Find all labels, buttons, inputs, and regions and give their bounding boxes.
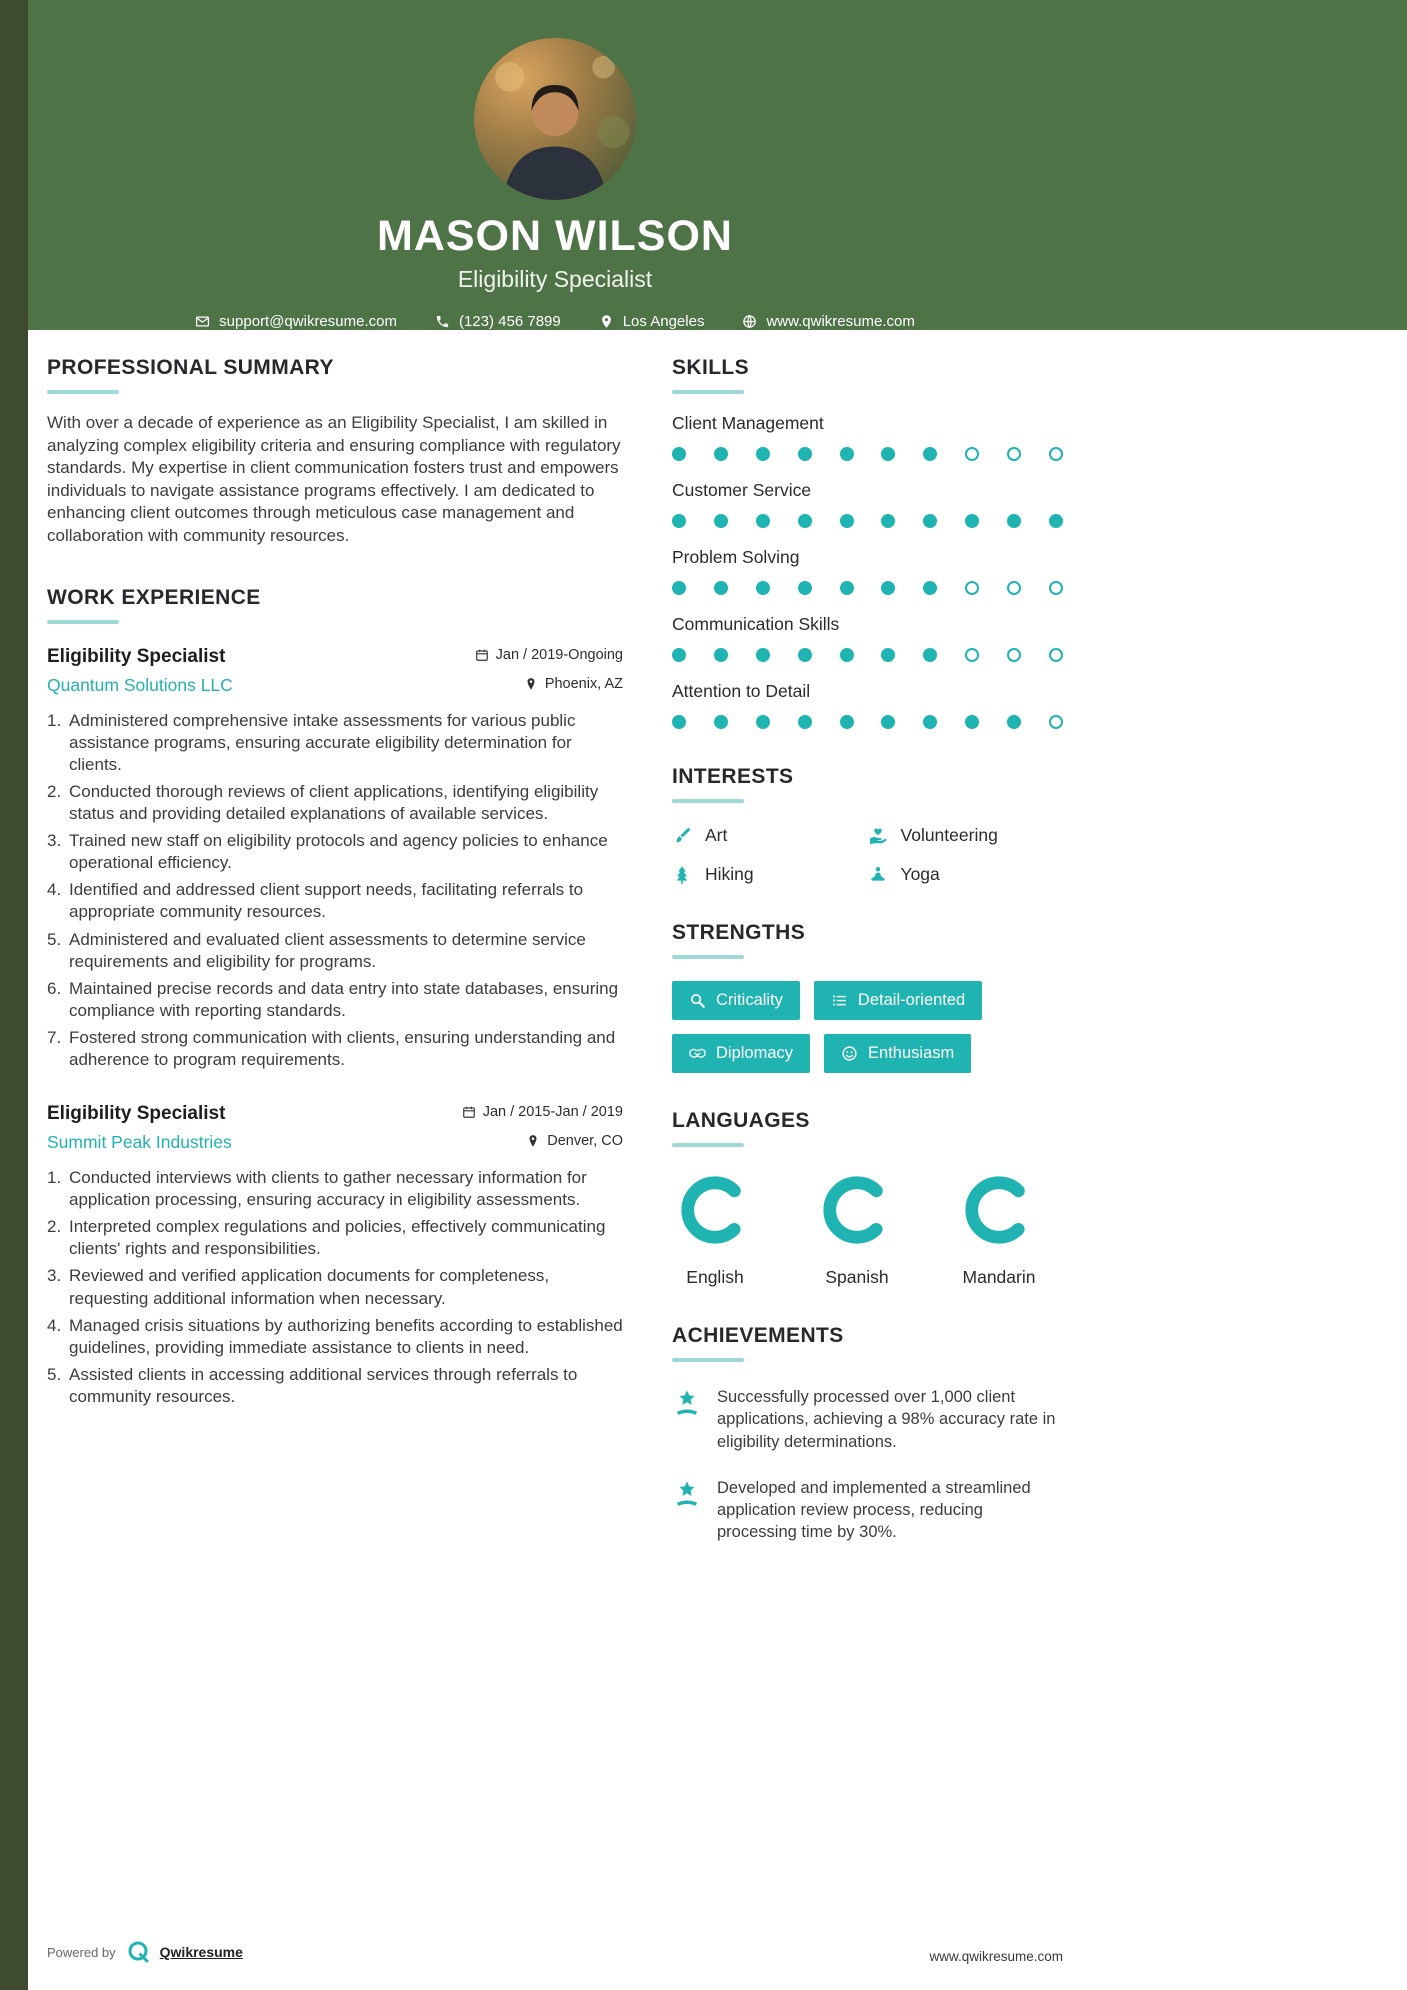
skill-dot-filled (672, 715, 686, 729)
interest-item: Yoga (868, 864, 1064, 885)
list-icon (831, 992, 848, 1009)
skill-dot-filled (798, 715, 812, 729)
skill-rating (672, 715, 1063, 729)
skill-rating (672, 447, 1063, 461)
profile-photo (474, 38, 636, 200)
skill-dot-filled (923, 514, 937, 528)
job-bullet-list (47, 1167, 623, 1408)
skill-dot-empty (1007, 447, 1021, 461)
skill-dot-filled (840, 514, 854, 528)
skill-dot-filled (798, 648, 812, 662)
skill-item: Client Management (672, 413, 1063, 461)
skill-dot-filled (840, 715, 854, 729)
contact-website-text: www.qwikresume.com (766, 313, 915, 330)
achievements-heading: ACHIEVEMENTS (672, 1324, 844, 1347)
skill-dot-filled (881, 715, 895, 729)
skill-dot-filled (798, 447, 812, 461)
handshake-icon (689, 1045, 706, 1062)
email-icon (195, 314, 210, 329)
footer-site-link[interactable]: www.qwikresume.com (929, 1949, 1063, 1964)
strength-badge: Diplomacy (672, 1034, 810, 1073)
skill-item: Problem Solving (672, 547, 1063, 595)
skill-dot-filled (714, 648, 728, 662)
language-item: Spanish (814, 1173, 900, 1288)
skill-dot-filled (672, 514, 686, 528)
skill-dot-filled (1049, 514, 1063, 528)
job-location: Phoenix, AZ (524, 676, 623, 692)
skill-dot-empty (1007, 581, 1021, 595)
skills-heading: SKILLS (672, 356, 750, 379)
job-entry (47, 646, 623, 1071)
job-bullet: Managed crisis situations by authorizing benefits according to established guidelines, providing immediate assistance to clients in need. (69, 1315, 623, 1357)
section-achievements (672, 1324, 1063, 1544)
section-heading-languages (672, 1109, 1063, 1147)
skill-dot-filled (756, 581, 770, 595)
skill-dot-filled (798, 514, 812, 528)
contact-website[interactable] (742, 313, 914, 330)
heading-underline (672, 1358, 744, 1362)
skill-dot-filled (965, 514, 979, 528)
achievement-icon (672, 1388, 702, 1418)
skill-dot-filled (923, 648, 937, 662)
job-bullet: Maintained precise records and data entry into state databases, ensuring compliance with reporting standards. (69, 978, 619, 1020)
language-item: Mandarin (956, 1173, 1042, 1288)
interests-heading: INTERESTS (672, 765, 794, 788)
section-heading-strengths (672, 921, 1063, 959)
strengths-heading: STRENGTHS (672, 921, 806, 944)
skill-dot-filled (672, 447, 686, 461)
skill-dot-empty (965, 648, 979, 662)
achievement-item: Successfully processed over 1,000 client applications, achieving a 98% accuracy rate in eligibility determinations. (672, 1386, 1063, 1453)
skill-dot-filled (714, 581, 728, 595)
job-bullet: Interpreted complex regulations and policies, effectively communicating clients' rights and responsibilities. (69, 1217, 606, 1259)
skill-dot-filled (714, 447, 728, 461)
job-bullet: Reviewed and verified application documents for completeness, requesting additional information when necessary. (69, 1266, 550, 1308)
skill-dot-filled (756, 648, 770, 662)
section-heading-achievements (672, 1324, 1063, 1362)
skill-dot-empty (1049, 715, 1063, 729)
contact-location (599, 313, 705, 330)
job-title: Eligibility Specialist (47, 645, 226, 667)
left-edge-stripe (0, 0, 28, 1990)
job-bullet: Identified and addressed client support needs, facilitating referrals to appropriate community resources. (69, 880, 584, 922)
job-bullet: Administered and evaluated client assessments to determine service requirements and eligibility for programs. (69, 929, 586, 971)
section-skills (672, 356, 1063, 729)
job-bullet: Administered comprehensive intake assessments for various public assistance programs, ensuring accurate eligibility determination for clients. (69, 710, 576, 774)
job-bullet: Assisted clients in accessing additional services through referrals to community resources. (69, 1364, 578, 1406)
skill-dot-empty (1049, 447, 1063, 461)
interest-item: Art (672, 825, 868, 846)
footer-branding (47, 1940, 243, 1964)
section-professional-summary (47, 356, 623, 548)
skill-dot-empty (1007, 648, 1021, 662)
skill-dot-filled (714, 715, 728, 729)
left-column (47, 356, 623, 1413)
language-donut (820, 1173, 894, 1247)
heading-underline (672, 955, 744, 959)
skill-dot-filled (756, 514, 770, 528)
language-item: English (672, 1173, 758, 1288)
pin-icon (526, 1134, 540, 1148)
heading-underline (672, 799, 744, 803)
pin-icon (524, 677, 538, 691)
skill-dot-filled (881, 581, 895, 595)
strength-badge: Detail-oriented (814, 981, 982, 1020)
smiley-icon (841, 1045, 858, 1062)
summary-heading: PROFESSIONAL SUMMARY (47, 356, 334, 379)
powered-by-label: Powered by (47, 1944, 116, 1960)
heading-underline (47, 390, 119, 394)
skill-dot-filled (672, 581, 686, 595)
skill-dot-filled (881, 648, 895, 662)
skill-dot-empty (965, 447, 979, 461)
job-bullet: Conducted thorough reviews of client applications, identifying eligibility status and providing detailed explanations of available services. (69, 781, 599, 824)
heading-underline (47, 620, 119, 624)
header (0, 0, 1407, 330)
job-title: Eligibility Specialist (47, 1103, 226, 1125)
skill-dot-filled (923, 715, 937, 729)
volunteering-icon (868, 826, 888, 846)
interest-item: Hiking (672, 864, 868, 885)
paintbrush-icon (672, 826, 692, 846)
contact-row (195, 313, 915, 330)
job-bullet: Trained new staff on eligibility protocols and agency policies to enhance operational efficiency. (69, 831, 608, 873)
strength-badge: Enthusiasm (824, 1034, 971, 1073)
job-location: Denver, CO (526, 1133, 623, 1149)
contact-phone (435, 313, 561, 330)
contact-location-text: Los Angeles (622, 313, 705, 330)
skill-dot-filled (1007, 514, 1021, 528)
contact-phone-text: (123) 456 7899 (458, 313, 561, 330)
job-dates: Jan / 2015-Jan / 2019 (462, 1104, 623, 1120)
skill-dot-empty (965, 581, 979, 595)
language-donut (962, 1173, 1036, 1247)
skill-rating (672, 514, 1063, 528)
skill-dot-filled (881, 514, 895, 528)
section-work-experience (47, 586, 623, 1408)
skill-dot-filled (965, 715, 979, 729)
skill-dot-filled (881, 447, 895, 461)
skill-item: Communication Skills (672, 614, 1063, 662)
company-name: Summit Peak Industries (47, 1132, 232, 1153)
skill-dot-filled (923, 447, 937, 461)
job-dates: Jan / 2019-Ongoing (475, 647, 623, 663)
skill-dot-filled (714, 514, 728, 528)
skill-dot-filled (1007, 715, 1021, 729)
calendar-icon (462, 1105, 476, 1119)
globe-icon (742, 314, 757, 329)
achievement-item: Developed and implemented a streamlined application review process, reducing processing time by 30%. (672, 1477, 1063, 1544)
right-column (672, 356, 1063, 1580)
qwikresume-brand-link[interactable]: Qwikresume (159, 1944, 243, 1960)
tree-icon (672, 865, 692, 885)
achievement-icon (672, 1479, 702, 1509)
phone-icon (435, 314, 450, 329)
skill-dot-filled (923, 581, 937, 595)
heading-underline (672, 390, 744, 394)
language-donut (678, 1173, 752, 1247)
skill-dot-filled (756, 715, 770, 729)
section-interests (672, 765, 1063, 885)
skill-dot-filled (840, 581, 854, 595)
skill-dot-empty (1049, 581, 1063, 595)
skill-dot-filled (840, 447, 854, 461)
skill-dot-empty (1049, 648, 1063, 662)
calendar-icon (475, 648, 489, 662)
section-languages (672, 1109, 1063, 1288)
section-heading-experience (47, 586, 623, 624)
yoga-icon (868, 865, 888, 885)
summary-text: With over a decade of experience as an Eligibility Specialist, I am skilled in analyzing complex eligibility criteria and ensuring compliance with regulatory standards. My expertise in client communication fosters trust and empowers individuals to navigate assistance programs effectively. I am dedicated to enhancing client outcomes through meticulous case management and collaboration with community resources. (47, 413, 621, 546)
job-bullet: Fostered strong communication with clients, ensuring understanding and adherence to program requirements. (69, 1027, 616, 1069)
section-heading-interests (672, 765, 1063, 803)
skill-item: Customer Service (672, 480, 1063, 528)
qwikresume-logo-icon (126, 1940, 150, 1964)
interest-item: Volunteering (868, 825, 1064, 846)
strength-badge: Criticality (672, 981, 800, 1020)
skill-rating (672, 581, 1063, 595)
avatar (474, 38, 636, 200)
section-heading-skills (672, 356, 1063, 394)
contact-email[interactable] (195, 313, 397, 330)
skill-item: Attention to Detail (672, 681, 1063, 729)
skill-dot-filled (756, 447, 770, 461)
magnifier-icon (689, 992, 706, 1009)
contact-email-text: support@qwikresume.com (219, 313, 397, 330)
skill-dot-filled (672, 648, 686, 662)
job-entry (47, 1103, 623, 1408)
page-title: Eligibility Specialist (457, 266, 653, 292)
company-name: Quantum Solutions LLC (47, 674, 233, 695)
experience-heading: WORK EXPERIENCE (47, 585, 261, 609)
section-strengths (672, 921, 1063, 1073)
skill-dot-filled (798, 581, 812, 595)
name: MASON WILSON (377, 212, 733, 260)
skill-dot-filled (840, 648, 854, 662)
job-bullet-list (47, 710, 623, 1071)
languages-heading: LANGUAGES (672, 1109, 810, 1132)
section-heading-summary (47, 356, 623, 394)
location-icon (599, 314, 614, 329)
heading-underline (672, 1143, 744, 1147)
skill-rating (672, 648, 1063, 662)
job-bullet: Conducted interviews with clients to gather necessary information for application processing, ensuring accuracy in eligibility assessments. (69, 1168, 587, 1210)
